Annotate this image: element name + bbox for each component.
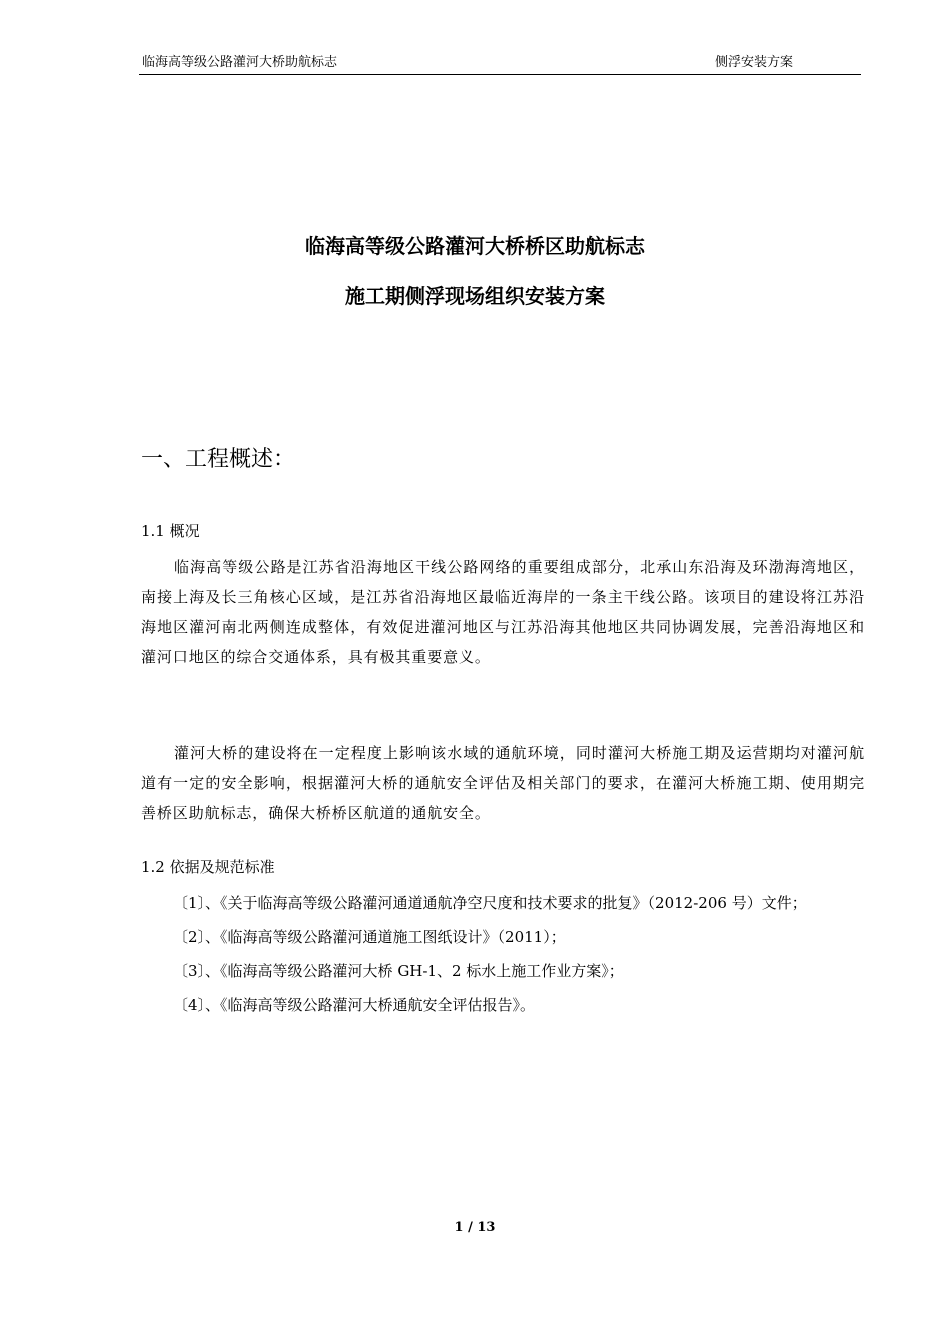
overview-paragraph-1: 临海高等级公路是江苏省沿海地区干线公路网络的重要组成部分，北承山东沿海及环渤海湾地区，南接上海及长三角核心区域，是江苏省沿海地区最临近海岸的一条主干线公路。该项目的建设将江苏沿海地区灌河南北两侧连成整体，有效促进灌河地区与江苏沿海其他地区共同协调发展，完善沿海地区和灌河口地区的综合交通体系，具有极其重要意义。 <box>141 558 865 666</box>
document-title-line-1: 临海高等级公路灌河大桥桥区助航标志 <box>305 234 645 258</box>
page-number: 1 / 13 <box>454 1220 496 1235</box>
reference-item: 〔4〕、《临海高等级公路灌河大桥通航安全评估报告》。 <box>173 996 536 1014</box>
header-document-name: 临海高等级公路灌河大桥助航标志 <box>142 55 338 70</box>
document-title-line-2: 施工期侧浮现场组织安装方案 <box>345 284 605 308</box>
section-heading-project-overview: 一、工程概述： <box>141 447 296 472</box>
page-header <box>139 52 861 75</box>
overview-paragraph-2: 灌河大桥的建设将在一定程度上影响该水域的通航环境，同时灌河大桥施工期及运营期均对灌河航道有一定的安全影响，根据灌河大桥的通航安全评估及相关部门的要求，在灌河大桥施工期、使用期完善桥区助航标志，确保大桥桥区航道的通航安全。 <box>141 744 865 822</box>
subsection-heading-standards: 1.2 依据及规范标准 <box>141 858 275 876</box>
reference-item: 〔2〕、《临海高等级公路灌河通道施工图纸设计》（2011）； <box>173 928 566 946</box>
reference-item: 〔3〕、《临海高等级公路灌河大桥 GH-1、2 标水上施工作业方案》； <box>173 962 624 980</box>
reference-item: 〔1〕、《关于临海高等级公路灌河通道通航净空尺度和技术要求的批复》（2012-206 号）文件； <box>173 894 807 912</box>
header-section-name: 侧浮安装方案 <box>715 55 794 70</box>
reference-list <box>173 886 873 1022</box>
subsection-heading-overview: 1.1 概况 <box>141 522 200 540</box>
